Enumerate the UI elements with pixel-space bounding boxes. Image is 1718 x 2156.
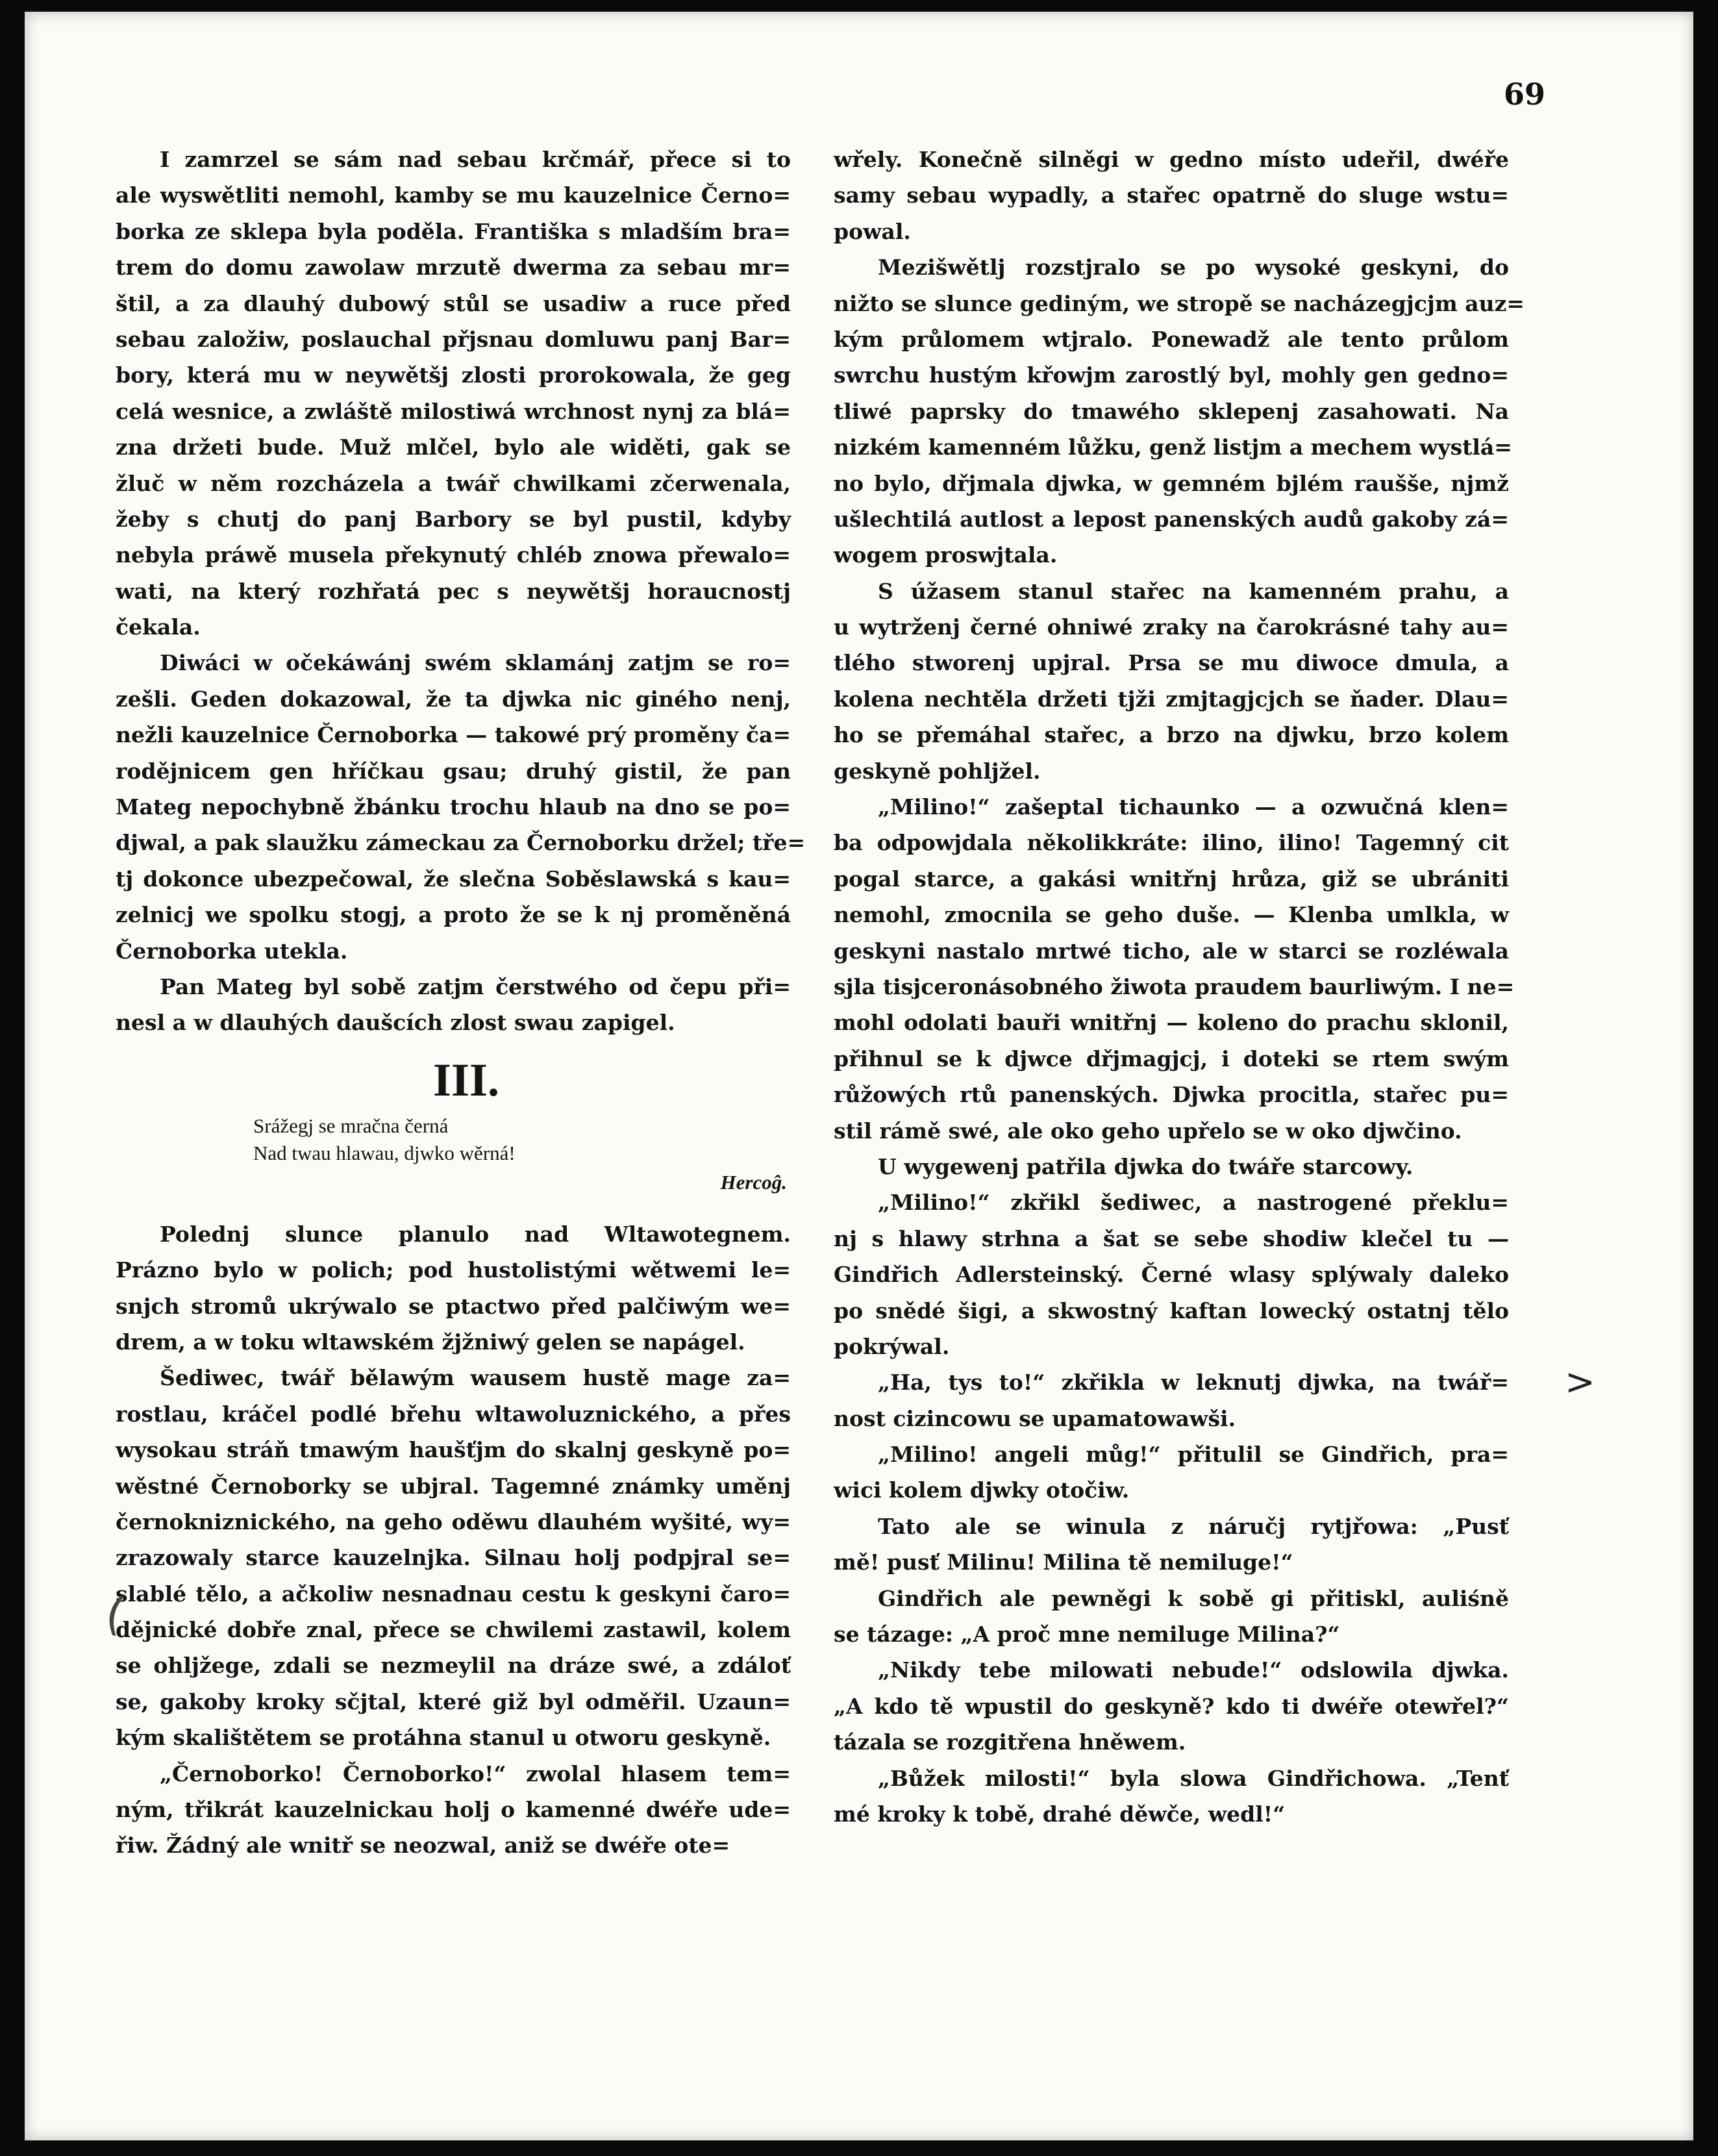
right-column (834, 142, 1525, 1832)
text-line: „Milino!“ zašeptal tichaunko — a ozwučná klen= (878, 794, 1509, 820)
margin-mark-left: ( (101, 1586, 130, 1642)
text-line: tliwé paprsky do tmawého sklepenj zasahowati. Na (834, 398, 1509, 424)
text-line: tj dokonce ubezpečowal, že slečna Soběslawská s kau= (116, 866, 791, 892)
text-line: Prázno bylo w polich; pod hustolistými wětwemi le= (116, 1257, 791, 1283)
text-line: celá wesnice, a zwláště milostiwá wrchnost nynj za blá= (116, 398, 791, 424)
text-line: ným, třikrát kauzelnickau holj o kamenné dwéře ude= (116, 1797, 791, 1823)
text-line: sebau založiw, poslauchal přjsnau domluwu panj Bar= (116, 326, 791, 352)
text-line: Mateg nepochybně žbánku trochu hlaub na dno se po= (116, 794, 791, 820)
text-line: rostlau, kráčel podlé břehu wltawoluznického, a přes (116, 1401, 791, 1427)
paragraph (834, 1652, 1509, 1760)
text-line: „Bůžek milosti!“ byla slowa Gindřichowa. „Tenť (878, 1765, 1509, 1791)
paragraph (116, 1216, 791, 1360)
text-line: kolena nechtěla držeti tjži zmjtagjcjch se ňader. Dlau= (834, 686, 1509, 712)
text-line: přihnul se k djwce dřjmagjcj, i doteki se rtem swým (834, 1046, 1509, 1072)
paragraph (834, 1509, 1509, 1581)
text-line: Pan Mateg byl sobě zatjm čerstwého od čepu při= (160, 973, 791, 999)
text-line: tázala se rozgitřena hněwem. (834, 1729, 1186, 1755)
text-line: mé kroky k tobě, drahé děwče, wedl!“ (834, 1801, 1286, 1827)
paragraph (834, 142, 1509, 249)
left-column-text-before-heading (116, 142, 806, 1041)
paragraph (116, 645, 806, 969)
book-page (25, 12, 1693, 2140)
text-line: pokrýwal. (834, 1333, 950, 1359)
text-line: swrchu hustým křowjm zarostlý byl, mohly gen gedno= (834, 362, 1509, 388)
text-line: no bylo, dřjmala djwka, w gemném bjlém raušše, njmž (834, 470, 1509, 496)
text-line: ho se přemáhal stařec, a brzo na djwku, brzo kolem (834, 722, 1509, 748)
text-line: „Milino!“ zkřikl šediwec, a nastrogené překlu= (878, 1190, 1509, 1216)
text-line: snjch stromů ukrýwalo se ptactwo před palčiwým we= (116, 1293, 791, 1319)
text-line: kým skalištětem se protáhna stanul u otworu geskyně. (116, 1725, 771, 1751)
paragraph (834, 1185, 1509, 1364)
text-line: S úžasem stanul stařec na kamenném prahu, a (878, 578, 1509, 604)
text-line: nost cizincowu se upamatowawši. (834, 1405, 1236, 1431)
text-line: U wygewenj patřila djwka do twáře starcowy. (878, 1153, 1413, 1179)
text-line: geskyni nastalo mrtwé ticho, ale w starci se rozléwala (834, 938, 1509, 964)
text-line: zrazowaly starce kauzelnjka. Silnau holj podpjral se= (116, 1545, 791, 1571)
text-line: se ohljžege, zdali se nezmeylil na dráze swé, a zdáloť (116, 1653, 791, 1679)
text-line: Mezišwětlj rozstjralo se po wysoké geskyni, do (878, 255, 1509, 281)
text-line: geskyně pohljžel. (834, 758, 1041, 784)
text-line: ušlechtilá autlost a lepost panenských audů gakoby zá= (834, 506, 1509, 532)
text-line: nj s hlawy strhna a šat se sebe shodiw klečel tu — (834, 1225, 1509, 1251)
text-line: powal. (834, 218, 911, 244)
text-line: „Milino! angeli můg!“ přitulil se Gindřich, pra= (878, 1442, 1509, 1468)
text-line: nizkém kamenném lůžku, genž listjm a mechem wystlá= (834, 434, 1512, 460)
text-line: Diwáci w očekáwánj swém sklamánj zatjm se ro= (160, 650, 791, 676)
text-line: bory, která mu w neywětšj zlosti prorokowala, že geg (116, 362, 791, 388)
text-line: Černoborka utekla. (116, 938, 348, 964)
text-line: kým průlomem wtjralo. Ponewadž ale tento průlom (834, 326, 1509, 352)
text-line: Gindřich ale pewněgi k sobě gi přitiskl, auliśně (878, 1585, 1509, 1611)
text-line: Gindřich Adlersteinský. Černé wlasy splýwaly daleko (834, 1262, 1509, 1288)
text-line: borka ze sklepa byla poděla. Františka s mladším bra= (116, 218, 791, 244)
text-line: wogem proswjtala. (834, 542, 1058, 568)
text-line: wřely. Konečně silněgi w gedno místo udeřil, dwéře (834, 147, 1509, 172)
paragraph (834, 1364, 1509, 1436)
left-column-text-after-heading (116, 1216, 791, 1864)
paragraph (116, 1756, 791, 1864)
text-line: slablé tělo, a ačkoliw nesnadnau cestu k geskyni čaro= (116, 1581, 791, 1607)
paragraph (834, 249, 1525, 573)
text-line: „A kdo tě wpustil do geskyně? kdo ti dwéře otewřel?“ (834, 1693, 1509, 1719)
paragraph (834, 1436, 1509, 1509)
paragraph (116, 969, 791, 1041)
text-line: řiw. Žádný ale wnitř se neozwal, aniž se dwéře ote= (116, 1833, 730, 1859)
paragraph (834, 789, 1515, 1149)
paragraph (834, 573, 1509, 789)
text-line: sjla tisjceronásobného žiwota praudem baurliwým. I ne= (834, 973, 1515, 999)
motto (116, 1112, 791, 1198)
text-line: Polednj slunce planulo nad Wltawotegnem. (160, 1221, 791, 1247)
paragraph (834, 1149, 1509, 1185)
text-line: drem, a w toku wltawském žjžniwý gelen se napágel. (116, 1329, 745, 1355)
text-line: nemohl, zmocnila se geho duše. — Klenba umlkla, w (834, 902, 1509, 928)
text-line: tlého stworenj upjral. Prsa se mu diwoce dmula, a (834, 650, 1509, 676)
text-line: u wytrženj černé ohniwé zraky na čarokrásné tahy au= (834, 614, 1509, 640)
text-line: wati, na který rozhřatá pec s neywětšj horaucnostj (116, 578, 791, 604)
section-heading: III. (432, 1053, 500, 1106)
text-line: zna držeti bude. Muž mlčel, bylo ale widěti, gak se (116, 434, 791, 460)
motto-line: Nad twau hlawau, djwko wěrná! (253, 1141, 516, 1164)
text-line: Šediwec, twář bělawým wausem hustě mage za= (160, 1365, 791, 1391)
text-line: ba odpowjdala několikkráte: ilino, ilino! Tagemný cit (834, 830, 1509, 856)
paragraph (116, 1360, 791, 1755)
text-line: rodějnicem gen hříčkau gsau; druhý gistil, že pan (116, 758, 791, 784)
text-line: růžowých rtů panenských. Djwka procitla, stařec pu= (834, 1082, 1509, 1108)
text-line: „Černoborko! Černoborko!“ zwolal hlasem tem= (160, 1761, 791, 1786)
text-line: dějnické dobře znal, přece se chwilemi zastawil, kolem (116, 1617, 791, 1643)
paragraph (834, 1761, 1509, 1833)
text-line: štil, a za dlauhý dubowý stůl se usadiw a ruce před (116, 290, 791, 316)
text-line: stil rámě swé, ale oko geho upřelo se w oko djwčino. (834, 1118, 1462, 1144)
text-line: ale wyswětliti nemohl, kamby se mu kauzelnice Černo= (116, 182, 791, 208)
text-line: po snědé šigi, a skwostný kaftan lowecký ostatnj tělo (834, 1297, 1509, 1323)
text-line: wici kolem djwky otočiw. (834, 1477, 1130, 1503)
text-line: djwal, a pak slaužku zámeckau za Černoborku držel; tře= (116, 830, 806, 856)
motto-author: Hercoĝ. (720, 1170, 787, 1194)
text-line: se tázage: „A proč mne nemiluge Milina?“ (834, 1622, 1340, 1648)
paragraph (116, 142, 791, 645)
page-number: 69 (1503, 77, 1545, 112)
text-line: čekala. (116, 614, 201, 640)
text-line: se, gakoby kroky sčjtal, které giž byl odměřil. Uzaun= (116, 1688, 791, 1714)
text-line: nižto se slunce gediným, we stropě se nacházegjcjm auz= (834, 290, 1525, 316)
paragraph (834, 1581, 1509, 1653)
text-line: černokniznického, na geho oděwu dlauhém wyšité, wy= (116, 1509, 791, 1535)
text-line: wysokau stráň tmawým haušťjm do skalnj geskyně po= (116, 1437, 791, 1463)
motto-line: Srážegj se mračna černá (253, 1114, 449, 1137)
text-line: trem do domu zawolaw mrzutě dwerma za sebau mr= (116, 255, 791, 281)
text-line: mohl odolati bauři wnitřnj — koleno do prachu sklonil, (834, 1010, 1509, 1036)
text-line: nesl a w dlauhých daušcích zlost swau zapigel. (116, 1010, 675, 1036)
left-column (116, 142, 806, 1864)
text-line: nežli kauzelnice Černoborka — takowé prý proměny ča= (116, 722, 791, 748)
text-line: pogal starce, a gakási wnitřnj hrůza, giž se ubrániti (834, 866, 1509, 892)
text-line: wěstné Černoborky se ubjral. Tagemné známky uměnj (116, 1473, 791, 1499)
text-line: zešli. Geden dokazowal, že ta djwka nic giného nenj, (116, 686, 791, 712)
text-line: mě! pusť Milinu! Milina tě nemiluge!“ (834, 1549, 1293, 1575)
text-line: samy sebau wypadly, a stařec opatrně do sluge wstu= (834, 182, 1509, 208)
text-line: „Ha, tys to!“ zkřikla w leknutj djwka, na twář= (878, 1370, 1509, 1396)
text-line: žluč w něm rozcházela a twář chwilkami zčerwenala, (116, 470, 791, 496)
margin-mark-right: > (1565, 1361, 1595, 1403)
text-line: I zamrzel se sám nad sebau krčmář, přece si to (160, 147, 791, 172)
text-line: žeby s chutj do panj Barbory se byl pustil, kdyby (116, 506, 791, 532)
text-line: „Nikdy tebe milowati nebude!“ odslowila djwka. (878, 1657, 1509, 1683)
text-line: nebyla práwě musela překynutý chléb znowa přewalo= (116, 542, 791, 568)
text-line: zelnicj we spolku stogj, a proto že se k nj proměněná (116, 902, 791, 928)
text-line: Tato ale se winula z náručj rytjřowa: „Pusť (878, 1513, 1509, 1539)
